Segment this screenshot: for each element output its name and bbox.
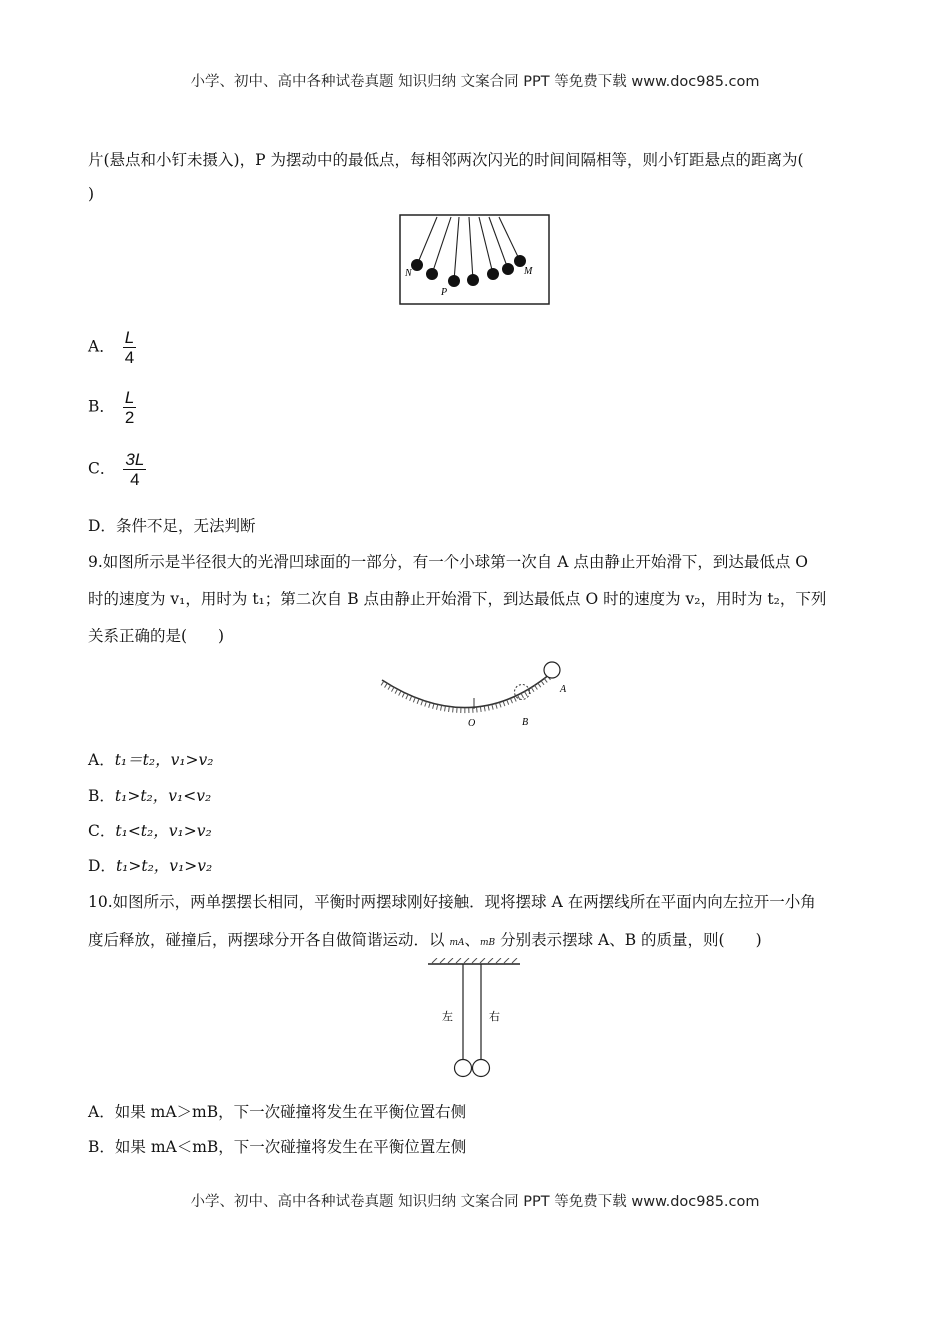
label-right: 右 — [489, 1010, 500, 1023]
q10-stem-line-1: 10.如图所示，两单摆摆长相同，平衡时两摆球刚好接触．现将摆球 A 在两摆线所在平面内向左拉开一小角 — [88, 893, 816, 911]
q8-option-b — [88, 388, 136, 427]
label-b: B — [522, 717, 529, 728]
option-letter: B． — [88, 787, 115, 805]
q8-option-c — [88, 450, 146, 489]
option-text: t₁<t₂，v₁>v₂ — [115, 822, 212, 840]
fraction-denominator: 4 — [124, 348, 135, 367]
page-header: 小学、初中、高中各种试卷真题 知识归纳 文案合同 PPT 等免费下载 www.doc985.com — [190, 74, 760, 90]
option-letter: A． — [88, 751, 115, 769]
q10-option-a — [88, 1100, 466, 1122]
fraction-denominator: 2 — [124, 408, 135, 427]
q9-option-d — [88, 854, 212, 876]
option-letter: A． — [88, 1103, 115, 1121]
option-text: t₁>t₂，v₁>v₂ — [115, 857, 213, 875]
label-a: A — [560, 684, 567, 695]
option-text: 如果 mA＞mB，下一次碰撞将发生在平衡位置右侧 — [114, 1103, 467, 1121]
figure-frame — [400, 215, 549, 304]
q8-stem-line-2: ) — [88, 185, 95, 203]
option-text: t₁＝t₂，v₁>v₂ — [114, 751, 214, 769]
q8-option-a — [88, 328, 136, 367]
ceiling-hatching — [432, 958, 517, 963]
option-text: 如果 mA＜mB，下一次碰撞将发生在平衡位置左侧 — [114, 1138, 467, 1156]
label-n: N — [405, 268, 412, 279]
q9-option-b — [88, 784, 211, 806]
ball-b — [473, 1060, 490, 1077]
q8-stem-line-1: 片(悬点和小钉未摄入)，P 为摆动中的最低点，每相邻两次闪光的时间间隔相等，则小钉距悬点的距离为( — [88, 151, 804, 169]
ball-position-a — [544, 662, 560, 678]
q9-option-a — [88, 748, 214, 770]
q9-concave-surface-figure — [378, 660, 578, 732]
fraction-numerator: L — [124, 328, 135, 347]
option-letter: D． — [88, 857, 116, 875]
q10-option-b — [88, 1135, 466, 1157]
symbol-mb: mB — [480, 938, 496, 948]
q10-double-pendulum-figure — [426, 958, 522, 1082]
option-text: t₁>t₂，v₁<v₂ — [114, 787, 212, 805]
fraction — [123, 328, 136, 367]
option-letter: C． — [88, 822, 116, 840]
q10-stem-line-2 — [88, 928, 762, 950]
q8-option-d — [88, 514, 255, 536]
q9-stem-line-2: 时的速度为 v₁，用时为 t₁；第二次自 B 点由静止开始滑下，到达最低点 O 时的速度为 v₂，用时为 t₂，下列 — [88, 590, 827, 608]
stem-text: 度后释放，碰撞后，两摆球分开各自做简谐运动．以 — [88, 931, 450, 949]
fraction-denominator: 4 — [130, 470, 140, 489]
symbol-ma: mA — [449, 938, 465, 948]
option-letter: B． — [88, 1138, 115, 1156]
fraction-numerator: L — [124, 388, 135, 407]
page-footer: 小学、初中、高中各种试卷真题 知识归纳 文案合同 PPT 等免费下载 www.doc985.com — [190, 1194, 760, 1210]
q8-pendulum-flash-figure — [399, 214, 551, 306]
label-left: 左 — [442, 1010, 453, 1023]
option-letter: D． — [88, 517, 116, 535]
label-o: O — [468, 718, 476, 729]
fraction-numerator: 3L — [125, 450, 145, 469]
q9-stem-line-3: 关系正确的是( ) — [88, 627, 225, 645]
fraction — [123, 450, 146, 489]
q9-option-c — [88, 819, 212, 841]
option-text: 条件不足，无法判断 — [115, 517, 256, 535]
concave-surface-curve — [382, 674, 550, 708]
fraction — [123, 388, 136, 427]
label-m: M — [524, 266, 533, 277]
ball-a — [455, 1060, 472, 1077]
label-p: P — [441, 287, 448, 298]
pendulum-bob-images — [411, 255, 526, 287]
separator: 、 — [464, 931, 480, 949]
option-letter: A． — [88, 337, 115, 356]
q9-stem-line-1: 9.如图所示是半径很大的光滑凹球面的一部分，有一个小球第一次自 A 点由静止开始滑下，到达最低点 O — [88, 553, 808, 571]
option-letter: B． — [88, 397, 115, 416]
stem-text: 分别表示摆球 A、B 的质量，则( ) — [495, 931, 762, 949]
option-letter: C． — [88, 459, 116, 478]
